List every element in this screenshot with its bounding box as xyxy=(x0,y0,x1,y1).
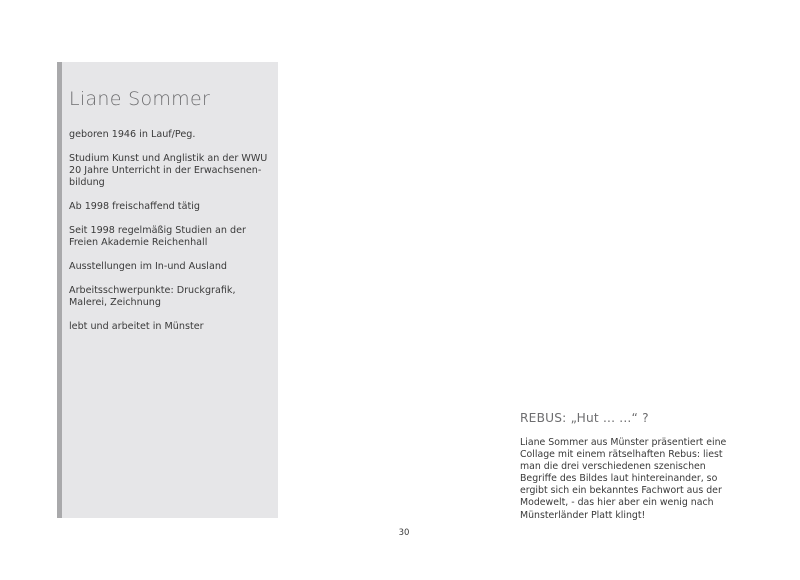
article-title: REBUS: „Hut ... ...“ ? xyxy=(520,411,649,425)
bio-line: Freien Akademie Reichenhall xyxy=(69,237,208,248)
bio-line: 20 Jahre Unterricht in der Erwachsenen- xyxy=(69,165,262,176)
bio-line: Arbeitsschwerpunkte: Druckgrafik, xyxy=(69,285,236,296)
page-number: 30 xyxy=(398,528,410,538)
bio-entry xyxy=(69,129,274,141)
article-line: Liane Sommer aus Münster präsentiert eine xyxy=(520,437,727,448)
article-line: man die drei verschiedenen szenischen xyxy=(520,461,706,473)
bio-entry xyxy=(69,261,274,273)
article-line: Begriffe des Bildes laut hintereinander, so xyxy=(520,473,718,485)
bio-list xyxy=(69,129,274,345)
bio-entry xyxy=(69,321,274,333)
bio-line: Ausstellungen im In-und Ausland xyxy=(69,261,228,272)
bio-line: Ab 1998 freischaffend tätig xyxy=(69,201,200,212)
bio-line: bildung xyxy=(69,177,105,188)
bio-entry xyxy=(69,201,274,213)
bio-entry xyxy=(69,153,274,189)
bio-line: Seit 1998 regelmäßig Studien an der xyxy=(69,225,246,236)
bio-line: Studium Kunst und Anglistik an der WWU xyxy=(69,153,268,164)
artist-name: Liane Sommer xyxy=(69,88,211,110)
article-body xyxy=(520,437,750,522)
bio-panel xyxy=(57,62,278,518)
article-line: Münsterländer Platt klingt! xyxy=(520,509,646,521)
article-line: Modewelt, - das hier aber ein wenig nach xyxy=(520,497,714,509)
rebus-article xyxy=(520,411,750,522)
bio-line: geboren 1946 in Lauf/Peg. xyxy=(69,129,196,140)
panel-accent-bar xyxy=(57,62,62,518)
bio-entry xyxy=(69,225,274,249)
article-line: Collage mit einem rätselhaften Rebus: liest xyxy=(520,449,723,461)
bio-line: Malerei, Zeichnung xyxy=(69,297,161,308)
bio-line: lebt und arbeitet in Münster xyxy=(69,321,204,332)
bio-entry xyxy=(69,285,274,309)
article-line: ergibt sich ein bekanntes Fachwort aus der xyxy=(520,485,722,497)
